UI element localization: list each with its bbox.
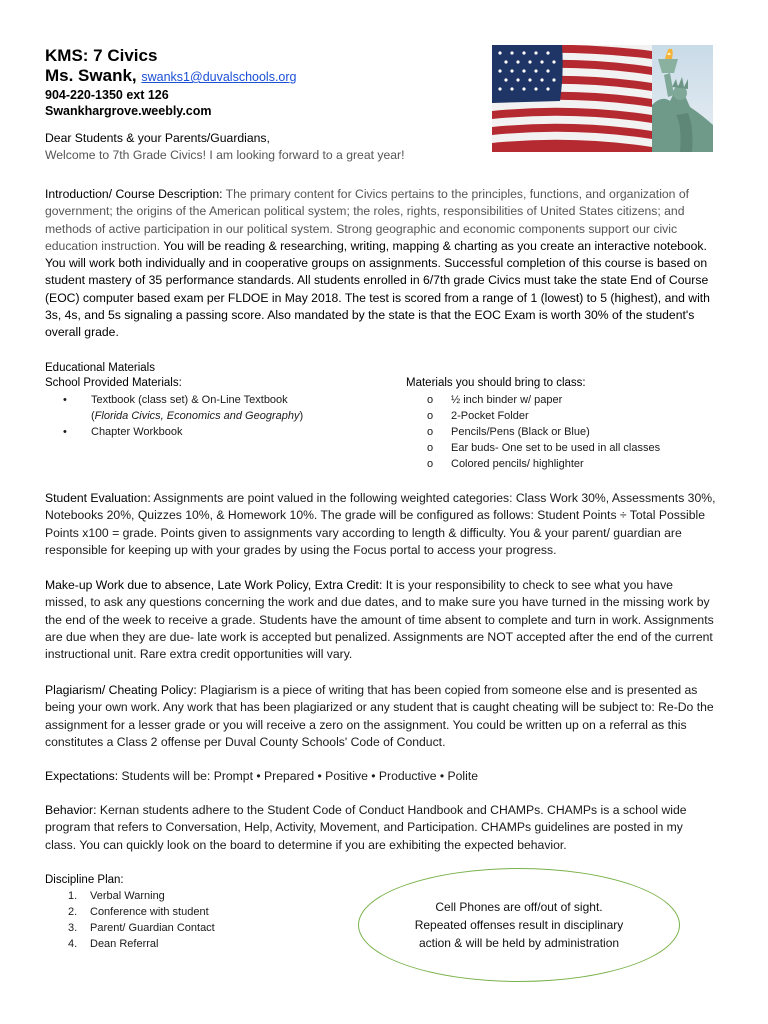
circle-bullet-icon: o: [427, 442, 434, 454]
list-item: 1. Verbal Warning: [68, 890, 165, 902]
expectations-text: Students will be: Prompt • Prepared • Positive • Productive • Polite: [118, 769, 479, 783]
list-item: o Pencils/Pens (Black or Blue): [427, 426, 590, 438]
circle-bullet-icon: o: [427, 458, 434, 470]
greeting-block: [45, 130, 717, 165]
bring-materials-list: [427, 392, 717, 472]
bullet-icon: •: [63, 426, 67, 438]
makeup-section: [45, 577, 717, 663]
course-title: KMS: 7 Civics: [45, 46, 158, 65]
list-item: o Ear buds- One set to be used in all classes: [427, 442, 661, 454]
intro-label: Introduction/ Course Description:: [45, 187, 223, 201]
list-item: 2. Conference with student: [68, 906, 209, 918]
list-number: 3.: [68, 922, 78, 934]
teacher-line: [45, 66, 475, 87]
evaluation-text: Assignments are point valued in the following weighted categories: Class Work 30%, Assessments 30%, Notebooks 20%, Quizzes 10%, & Homework 10%. The grade will be configured as follows: Student Points ÷ Total Possible Points x100 = grade. Points given to assignments vary according to length & difficulty. You & your parent/ guardian are responsible for keeping up with your grades by using the Focus portal to access your progress.: [45, 491, 716, 557]
bring-materials-heading: Materials you should bring to class:: [406, 377, 586, 389]
behavior-text: Kernan students adhere to the Student Code of Conduct Handbook and CHAMPs. CHAMPs is a school wide program that refers to Conversation, Help, Activity, Movement, and Participation. CHAMPs guidelines are posted in my class. You can quickly look on the board to determine if you are exhibiting the expected behavior.: [45, 803, 687, 852]
list-item: o Colored pencils/ highlighter: [427, 458, 584, 470]
list-item: 4. Dean Referral: [68, 938, 159, 950]
header: [45, 46, 475, 119]
materials-heading: Educational Materials: [45, 362, 155, 374]
list-item: • Textbook (class set) & On-Line Textbook (Florida Civics, Economics and Geography): [63, 394, 304, 422]
behavior-label: Behavior:: [45, 803, 97, 817]
cell-phone-note: Cell Phones are off/out of sight. Repeated offenses result in disciplinary action & will be held by administration: [414, 900, 624, 950]
circle-bullet-icon: o: [427, 426, 434, 438]
plagiarism-text: Plagiarism is a piece of writing that has been copied from someone else and is presented as being your own work. Any work that has been plagiarized or any student that is caught cheating will be subject to: Re-Do the assignment for a lesser grade or you will receive a zero on the assignment. You could be written up on a referral as this constitutes a Class 2 offense per Duval County Schools' Code of Conduct.: [45, 683, 714, 749]
school-materials-heading: School Provided Materials:: [45, 377, 182, 389]
makeup-text: It is your responsibility to check to see what you have missed, to ask any questions concerning the work and due dates, and to make sure you have turned in the missing work by the end of the week to receive a grade. Students have the amount of time absent to complete and turn in work. Assignments are due when they are due- late work is accepted but penalized. Assignments are NOT accepted after the end of the current instructional unit. Rare extra credit opportunities will vary.: [45, 578, 714, 662]
list-item: o 2-Pocket Folder: [427, 410, 529, 422]
phone-number: 904-220-1350 ext 126: [45, 88, 169, 102]
expectations-section: [45, 768, 717, 785]
list-item: 3. Parent/ Guardian Contact: [68, 922, 215, 934]
intro-text: You will be reading & researching, writing, mapping & charting as you create an interactive notebook. You will work both individually and in cooperative groups on assignments. Successful completion of this course is based on student mastery of 35 performance standards. All students enrolled in 6/7th grade Civics must take the state End of Course (EOC) computer based exam per FLDOE in May 2018. The test is scored from a range of 1 (lowest) to 5 (highest), and with 3s, 4s, and 5s signaling a passing score. Also mandated by the state is that the EOC Exam is worth 30% of the student's overall grade.: [45, 238, 710, 340]
teacher-name: Ms. Swank,: [45, 66, 137, 85]
cell-phone-callout: [358, 868, 680, 982]
discipline-heading: Discipline Plan:: [45, 874, 124, 886]
greeting: Dear Students & your Parents/Guardians,: [45, 131, 270, 145]
list-number: 2.: [68, 906, 78, 918]
email-link[interactable]: swanks1@duvalschools.org: [141, 70, 297, 84]
list-item: • Chapter Workbook: [63, 426, 183, 438]
plagiarism-label: Plagiarism/ Cheating Policy:: [45, 683, 197, 697]
intro-text-muted: The primary content for Civics pertains to the principles, functions, and organization of government; the origins of the American political system; the roles, rights, responsibilities of United States citizens; and methods of active participation in our political system. Strong geographic and economic components support our civic education instruction.: [45, 187, 690, 253]
behavior-section: [45, 802, 717, 854]
evaluation-section: [45, 490, 717, 559]
plagiarism-section: [45, 682, 717, 751]
circle-bullet-icon: o: [427, 410, 434, 422]
bullet-icon: •: [63, 394, 67, 406]
website: Swankhargrove.weebly.com: [45, 104, 212, 118]
expectations-label: Expectations:: [45, 769, 119, 783]
intro-section: [45, 186, 717, 342]
list-item: o ½ inch binder w/ paper: [427, 394, 563, 406]
circle-bullet-icon: o: [427, 394, 434, 406]
makeup-label: Make-up Work due to absence, Late Work Policy, Extra Credit:: [45, 578, 383, 592]
school-materials-list: [63, 392, 363, 440]
welcome-line: Welcome to 7th Grade Civics! I am looking forward to a great year!: [45, 148, 405, 163]
discipline-list: [68, 888, 328, 952]
evaluation-label: Student Evaluation:: [45, 491, 151, 505]
list-number: 1.: [68, 890, 78, 902]
list-number: 4.: [68, 938, 78, 950]
